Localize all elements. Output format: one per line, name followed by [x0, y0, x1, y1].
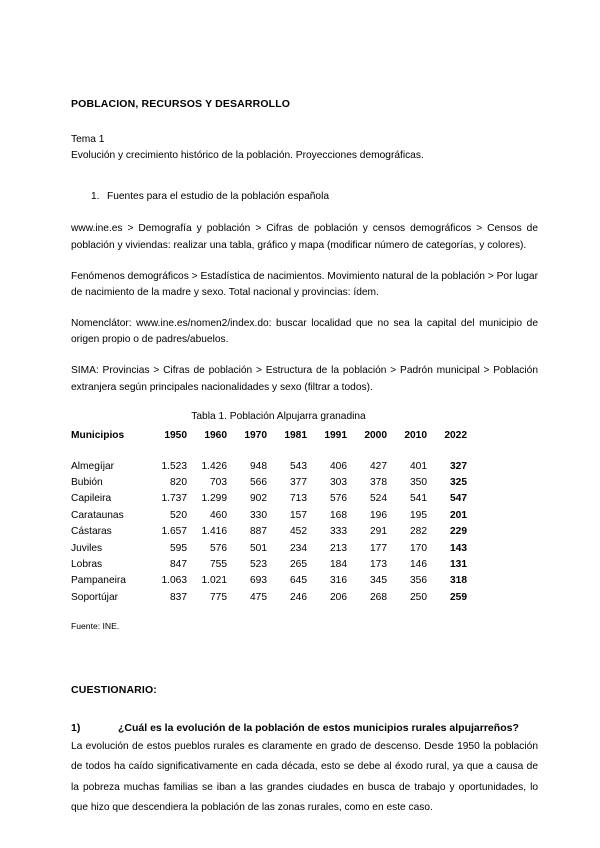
cell-value: 401	[410, 460, 427, 472]
cell-value: 146	[410, 558, 427, 570]
column-header-1970: 1970	[244, 430, 267, 442]
cell-value: 206	[330, 591, 347, 603]
table-row	[71, 541, 467, 557]
cell-value: 327	[450, 460, 467, 472]
paragraph-nomenclator: Nomenclátor: www.ine.es/nomen2/index.do: buscar localidad que no sea la capital del municipio de origen propio o de padres/abuelos.	[71, 317, 538, 346]
column-header-1981: 1981	[284, 430, 307, 442]
table-body	[71, 459, 467, 607]
cell-value: 820	[170, 476, 187, 488]
cell-value: 427	[370, 460, 387, 472]
cell-value: 303	[330, 476, 347, 488]
cell-value: 246	[290, 591, 307, 603]
cell-value: 356	[410, 575, 427, 587]
cell-value: 837	[170, 591, 187, 603]
table-row	[71, 590, 467, 606]
cell-value: 168	[330, 509, 347, 521]
page-title: POBLACION, RECURSOS Y DESARROLLO	[71, 98, 291, 110]
cell-value: 330	[250, 509, 267, 521]
cell-value: 345	[370, 575, 387, 587]
cell-value: 1.657	[161, 526, 187, 538]
cell-value: 520	[170, 509, 187, 521]
population-table-wrapper	[71, 410, 538, 632]
cell-value: 377	[290, 476, 307, 488]
table-row	[71, 573, 467, 589]
cell-value: 1.426	[201, 460, 227, 472]
cell-value: 1.063	[161, 575, 187, 587]
cell-municipio: Soportújar	[71, 591, 119, 603]
cell-municipio: Capileira	[71, 493, 112, 505]
cell-value: 195	[410, 509, 427, 521]
cell-value: 541	[410, 493, 427, 505]
question-1	[71, 720, 538, 737]
questionnaire-heading: CUESTIONARIO:	[71, 684, 157, 697]
answer-1: La evolución de estos pueblos rurales es claramente en grado de descenso. Desde 1950 la población de todos ha caído significativamente en cada década, esto se debe al éxodo rural, ya que a causa de la pobreza muchas familias se iban a las grandes ciudades en busca de trabajo y oportunidades, lo que hizo que descendiera la población de las zonas rurales, como en este caso.	[71, 740, 538, 814]
cell-value: 645	[290, 575, 307, 587]
topic-label: Tema 1	[71, 133, 105, 145]
cell-value: 452	[290, 526, 307, 538]
table-header-row	[71, 428, 467, 458]
cell-municipio: Almegíjar	[71, 460, 115, 472]
cell-value: 524	[370, 493, 387, 505]
cell-value: 948	[250, 460, 267, 472]
cell-value: 333	[330, 526, 347, 538]
cell-value: 703	[210, 476, 227, 488]
table-caption: Tabla 1. Población Alpujarra granadina	[191, 411, 366, 423]
cell-value: 234	[290, 542, 307, 554]
cell-value: 282	[410, 526, 427, 538]
cell-value: 1.299	[201, 493, 227, 505]
cell-value: 196	[370, 509, 387, 521]
cell-municipio: Cástaras	[71, 526, 112, 538]
cell-value: 501	[250, 542, 267, 554]
cell-value: 1.021	[201, 575, 227, 587]
cell-value: 268	[370, 591, 387, 603]
cell-value: 325	[450, 476, 467, 488]
cell-value: 143	[450, 542, 467, 554]
cell-municipio: Bubión	[71, 476, 103, 488]
cell-value: 265	[290, 558, 307, 570]
cell-value: 1.523	[161, 460, 187, 472]
cell-value: 576	[210, 542, 227, 554]
cell-value: 460	[210, 509, 227, 521]
cell-municipio: Lobras	[71, 558, 103, 570]
cell-value: 523	[250, 558, 267, 570]
cell-value: 259	[450, 591, 467, 603]
cell-value: 131	[450, 558, 467, 570]
question-text: ¿Cuál es la evolución de la población de estos municipios rurales alpujarreños?	[118, 722, 519, 735]
cell-value: 902	[250, 493, 267, 505]
column-header-2010: 2010	[404, 430, 427, 442]
cell-value: 184	[330, 558, 347, 570]
cell-value: 543	[290, 460, 307, 472]
cell-value: 775	[210, 591, 227, 603]
spacer	[71, 179, 538, 189]
table-row	[71, 557, 467, 573]
population-table	[71, 428, 467, 606]
cell-value: 475	[250, 591, 267, 603]
section-list-item	[71, 189, 538, 206]
topic-subtitle: Evolución y crecimiento histórico de la población. Proyecciones demográficas.	[71, 150, 424, 162]
table-row	[71, 475, 467, 491]
cell-value: 318	[450, 575, 467, 587]
column-header-2022: 2022	[444, 430, 467, 442]
cell-value: 755	[210, 558, 227, 570]
column-header-1991: 1991	[324, 430, 347, 442]
cell-value: 250	[410, 591, 427, 603]
cell-value: 713	[290, 493, 307, 505]
cell-value: 291	[370, 526, 387, 538]
paragraph-sima: SIMA: Provincias > Cifras de población > Estructura de la población > Padrón municipal > Población extranjera según principales nacionalidades y sexo (filtrar a todos).	[71, 364, 538, 393]
cell-value: 576	[330, 493, 347, 505]
question-number: 1)	[71, 722, 81, 735]
cell-value: 316	[330, 575, 347, 587]
cell-value: 201	[450, 509, 467, 521]
paragraph-ine-censos: www.ine.es > Demografía y población > Cifras de población y censos demográficos > Censos de población y viviendas: realizar una tabla, gráfico y mapa (modificar número de categorías, y colores).	[71, 223, 538, 251]
cell-value: 213	[330, 542, 347, 554]
cell-municipio: Pampaneira	[71, 575, 126, 587]
cell-municipio: Carataunas	[71, 509, 124, 521]
cell-value: 1.737	[161, 493, 187, 505]
cell-value: 847	[170, 558, 187, 570]
cell-value: 170	[410, 542, 427, 554]
cell-value: 157	[290, 509, 307, 521]
cell-value: 173	[370, 558, 387, 570]
cell-value: 378	[370, 476, 387, 488]
column-header-1950: 1950	[164, 430, 187, 442]
cell-value: 887	[250, 526, 267, 538]
table-source-note: Fuente: INE.	[71, 621, 120, 632]
cell-value: 350	[410, 476, 427, 488]
column-header-1960: 1960	[204, 430, 227, 442]
list-item-label: Fuentes para el estudio de la población española	[107, 190, 330, 202]
cell-value: 547	[450, 493, 467, 505]
cell-value: 566	[250, 476, 267, 488]
list-item-number: 1.	[91, 190, 100, 202]
cell-value: 177	[370, 542, 387, 554]
paragraph-fenomenos-demograficos: Fenómenos demográficos > Estadística de nacimientos. Movimiento natural de la población > Por lugar de nacimiento de la madre y sexo. Total nacional y provincias: ídem.	[71, 270, 538, 299]
column-header-2000: 2000	[364, 430, 387, 442]
cell-value: 1.416	[201, 526, 227, 538]
cell-value: 693	[250, 575, 267, 587]
table-row	[71, 459, 467, 475]
cell-municipio: Juviles	[71, 542, 103, 554]
table-row	[71, 491, 467, 507]
column-header-municipios: Municipios	[71, 430, 125, 442]
cell-value: 406	[330, 460, 347, 472]
cell-value: 229	[450, 526, 467, 538]
table-row	[71, 524, 467, 540]
table-row	[71, 508, 467, 524]
cell-value: 595	[170, 542, 187, 554]
